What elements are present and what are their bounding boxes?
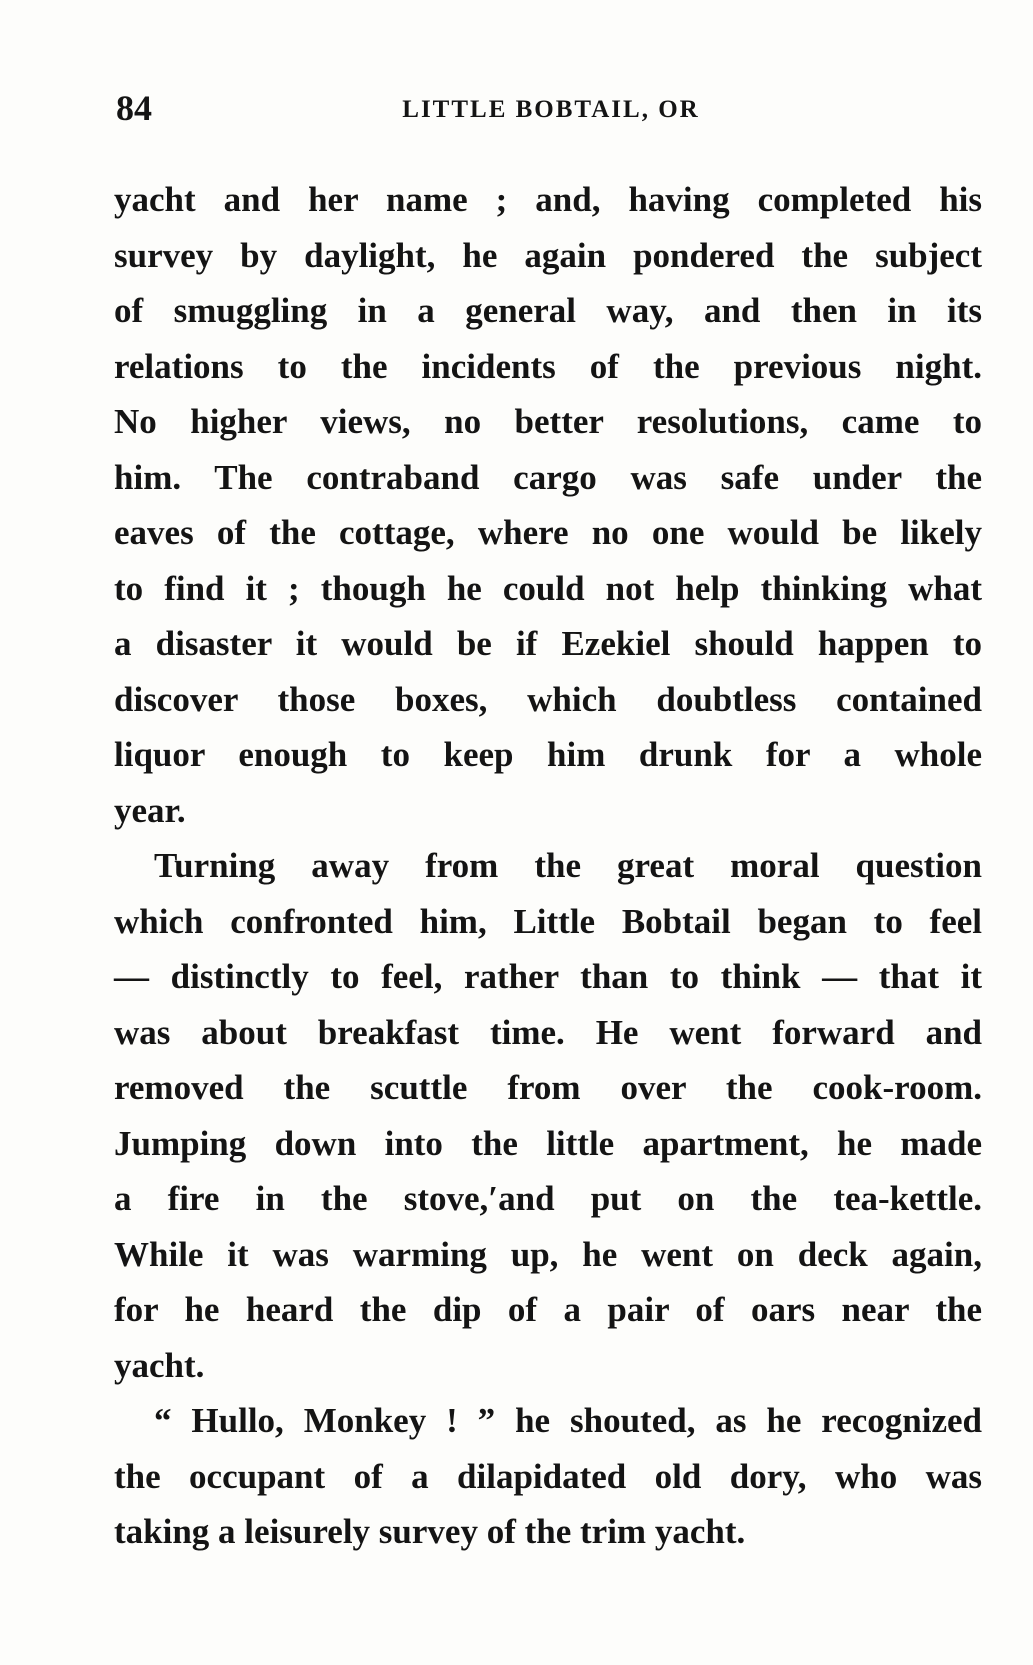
text-line: which confronted him, Little Bobtail began to feel: [114, 901, 982, 941]
paragraph: [114, 838, 982, 1393]
text-line: discover those boxes, which doubtless contained: [114, 679, 982, 719]
text-line: While it was warming up, he went on deck again,: [114, 1234, 982, 1274]
text-line: to find it ; though he could not help thinking what: [114, 568, 982, 608]
text-line: a fire in the stove,′and put on the tea-kettle.: [114, 1179, 982, 1218]
text-line: year.: [114, 790, 186, 830]
text-line: the occupant of a dilapidated old dory, who was: [114, 1456, 982, 1496]
text-line: No higher views, no better resolutions, came to: [114, 402, 982, 441]
text-line: was about breakfast time. He went forward and: [114, 1012, 982, 1052]
text-line: relations to the incidents of the previous night.: [114, 346, 982, 386]
text-line: “ Hullo, Monkey ! ” he shouted, as he recognized: [154, 1401, 982, 1440]
text-line: liquor enough to keep him drunk for a whole: [114, 735, 982, 774]
body-text: [114, 172, 982, 1560]
text-line: for he heard the dip of a pair of oars near the: [114, 1290, 982, 1329]
text-line: of smuggling in a general way, and then in its: [114, 291, 982, 330]
text-line: yacht and her name ; and, having completed his: [114, 180, 982, 219]
text-line: a disaster it would be if Ezekiel should happen to: [114, 624, 982, 663]
text-line: survey by daylight, he again pondered the subject: [114, 235, 982, 275]
page-number: 84: [116, 88, 152, 128]
text-line: — distinctly to feel, rather than to think — that it: [114, 957, 982, 996]
text-line: Turning away from the great moral question: [154, 846, 982, 885]
paragraph: [114, 1393, 982, 1560]
paragraph: [114, 172, 982, 838]
running-head: LITTLE BOBTAIL, OR: [402, 96, 700, 123]
text-line: yacht.: [114, 1345, 205, 1385]
text-line: eaves of the cottage, where no one would be likely: [114, 513, 982, 552]
page-header: [116, 88, 986, 128]
text-line: him. The contraband cargo was safe under the: [114, 457, 982, 497]
text-line: taking a leisurely survey of the trim yacht.: [114, 1512, 746, 1551]
text-line: Jumping down into the little apartment, he made: [114, 1123, 982, 1163]
text-line: removed the scuttle from over the cook-room.: [114, 1068, 982, 1107]
